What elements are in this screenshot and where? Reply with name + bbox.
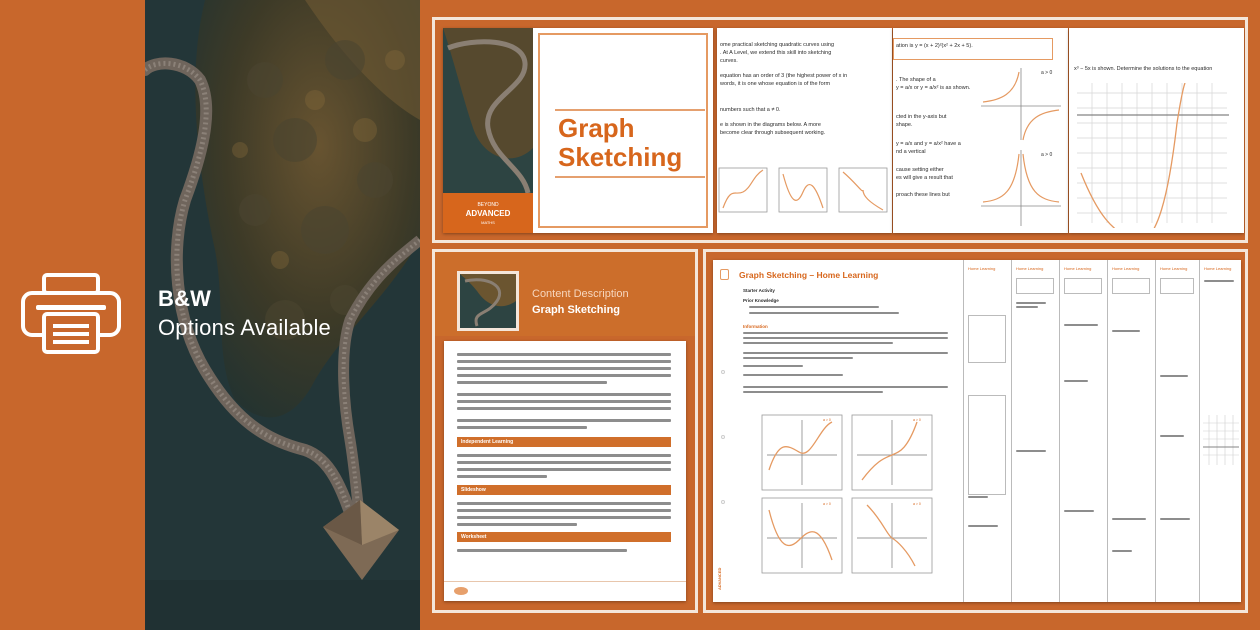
body-line (457, 509, 671, 512)
graph-label: a > 0 (913, 502, 921, 506)
section-header-worksheet: Worksheet (457, 532, 671, 542)
cover-page (443, 28, 713, 233)
home-learning-worksheet (713, 260, 1241, 602)
p3-line-6: nd a vertical (896, 149, 926, 155)
p3-line-9: proach these lines but (896, 192, 950, 198)
home-learning-title: Graph Sketching – Home Learning (739, 270, 879, 280)
p4-line-1: x³ − 5x is shown. Determine the solutions to the equation (1074, 66, 1213, 72)
publisher-logo (454, 587, 468, 595)
cover-title-line2: Sketching (558, 142, 683, 172)
body-line (749, 312, 899, 314)
punch-hole (721, 500, 725, 504)
body-line (457, 426, 587, 429)
reciprocal-graphs-page (893, 28, 1068, 233)
body-line (743, 332, 948, 334)
cubic-grid-graph (1077, 83, 1237, 228)
worksheet-cubic-graphs (757, 410, 947, 590)
graph-label: a > 0 (823, 418, 831, 422)
body-line (457, 419, 671, 422)
body-line (749, 306, 879, 308)
p2-line-7: e is shown in the diagrams below. A more (720, 122, 821, 128)
home-learning-panel (703, 249, 1248, 613)
p3-line-3: cted in the y-axis but (896, 114, 947, 120)
cover-brand-top: BEYOND (477, 202, 499, 208)
p3-equation: ation is y = (x + 2)²(x² + 2x + 5). (896, 43, 973, 49)
body-line (743, 337, 948, 339)
cover-rule-top (555, 109, 705, 111)
p2-line-5: words, it is one whose equation is of the form (720, 81, 831, 87)
content-description-panel (432, 249, 698, 613)
body-line (457, 353, 671, 356)
punch-hole (721, 435, 725, 439)
content-description-footer (444, 581, 686, 601)
equation-box (893, 38, 1053, 60)
body-line (743, 391, 883, 393)
body-line (457, 454, 671, 457)
worksheet-strip: Home Learning (1155, 260, 1199, 602)
content-description-heading: Content Description (532, 288, 629, 300)
body-line (457, 523, 577, 526)
section-header-independent-learning: Independent Learning (457, 437, 671, 447)
p2-line-2: . At A Level, we extend this skill into sketching (720, 50, 832, 56)
body-line (457, 468, 671, 471)
body-line (457, 374, 671, 377)
cover-brand-sub: MATHS (481, 220, 495, 225)
content-description-body (444, 341, 686, 601)
section-header-slideshow: Slideshow (457, 485, 671, 495)
p2-line-1: ome practical sketching quadratic curves using (720, 42, 835, 48)
worksheet-strip: Home Learning (1107, 260, 1155, 602)
worksheet-main-page (713, 260, 963, 602)
cover-photo (443, 28, 533, 233)
prior-knowledge-label: Prior Knowledge (743, 298, 779, 303)
reciprocal-graphs (981, 68, 1063, 228)
starter-activity-label: Starter Activity (743, 288, 775, 293)
worksheet-strip: Home Learning (1059, 260, 1107, 602)
body-line (743, 374, 843, 376)
p3-graph-label-a: a > 0 (1041, 70, 1053, 76)
cover-title-line1: Graph (558, 113, 635, 143)
body-line (457, 502, 671, 505)
worksheet-logo (720, 269, 729, 280)
cubic-shape-graphs (717, 166, 892, 216)
p2-line-8: become clear through subsequent working. (720, 130, 826, 136)
worksheet-strip: Home Learning (1199, 260, 1241, 602)
body-line (457, 516, 671, 519)
body-line (743, 342, 893, 344)
p3-line-8: es will give a result that (896, 175, 953, 181)
bw-subtitle: Options Available (158, 315, 331, 340)
p3-line-5: y = a/x and y = a/x² have a (896, 141, 961, 147)
body-line (743, 357, 853, 359)
body-line (457, 400, 671, 403)
body-line (743, 365, 803, 367)
worksheet-strip: Home Learning (1011, 260, 1059, 602)
cubic-grid-page (1069, 28, 1244, 233)
body-line (743, 352, 948, 354)
graph-label: a > 0 (913, 418, 921, 422)
cubic-intro-page (717, 28, 892, 233)
body-line (457, 407, 671, 410)
printer-icon (20, 272, 122, 356)
worksheet-strip: Home Learning (963, 260, 1011, 602)
body-line (457, 367, 671, 370)
punch-hole (721, 370, 725, 374)
resource-previews (420, 0, 1260, 630)
body-line (457, 475, 547, 478)
p2-line-3: curves. (720, 58, 738, 64)
content-description-title: Graph Sketching (532, 304, 621, 316)
cover-rule-bottom (555, 176, 705, 178)
cover-brand-main: ADVANCED (465, 209, 511, 218)
body-line (457, 360, 671, 363)
p2-line-6: numbers such that a ≠ 0. (720, 107, 781, 113)
worksheet-side-brand: ADVANCED (717, 567, 722, 590)
body-line (457, 549, 627, 552)
body-line (457, 381, 607, 384)
information-label: Information (743, 324, 768, 329)
bw-title: B&W (158, 286, 212, 311)
p3-line-7: cause setting either (896, 167, 944, 173)
body-line (457, 393, 671, 396)
graph-label: a > 0 (823, 502, 831, 506)
p2-line-4: equation has an order of 3 (the highest power of x in (720, 73, 848, 79)
p3-line-1: . The shape of a (896, 77, 936, 83)
body-line (457, 461, 671, 464)
p3-graph-label-b: a > 0 (1041, 152, 1053, 158)
slideshow-preview-panel (432, 17, 1248, 243)
body-line (743, 386, 948, 388)
content-description-thumbnail (457, 271, 519, 331)
p3-line-2: y = a/x or y = a/x² is as shown. (896, 85, 971, 91)
p3-line-4: shape. (896, 122, 913, 128)
